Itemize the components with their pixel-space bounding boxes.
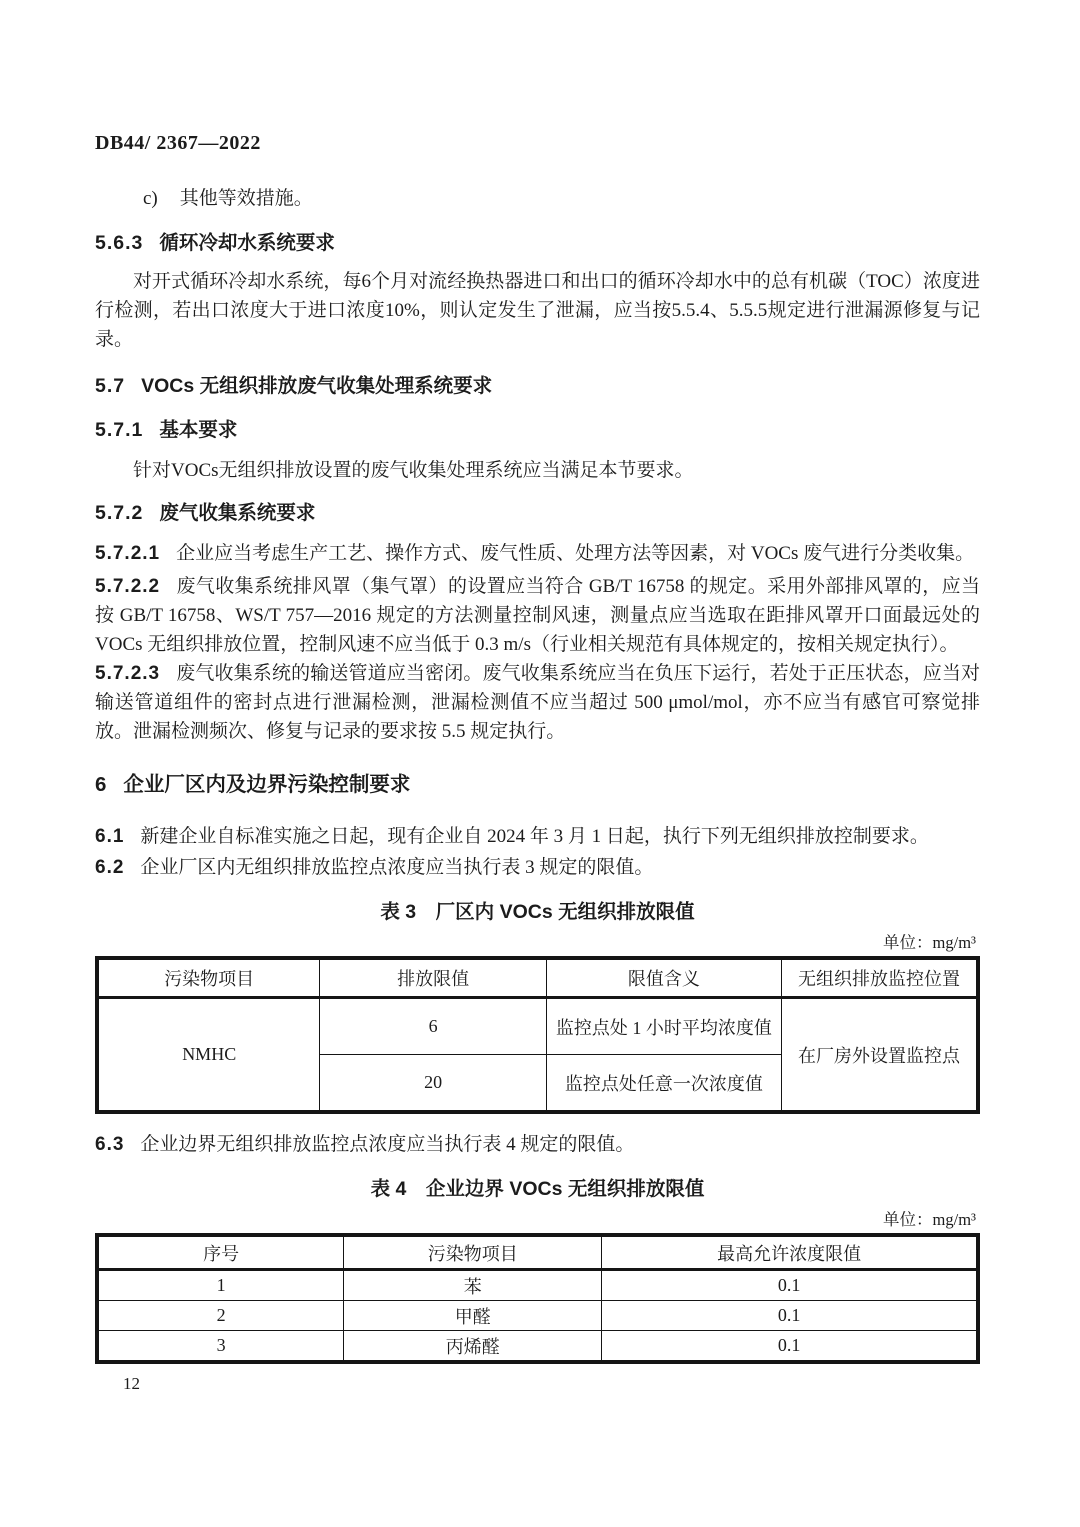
list-item-c	[95, 184, 980, 213]
table4-header-no: 序号	[97, 1235, 344, 1270]
table4-cell-no-2: 2	[97, 1301, 344, 1331]
heading-5-6-3-num: 5.6.3	[95, 232, 144, 254]
clause-5-7-2-3-num: 5.7.2.3	[95, 663, 161, 684]
page-number: 12	[123, 1374, 140, 1393]
table4-cell-limit-2: 0.1	[602, 1301, 978, 1331]
table4-header-limit: 最高允许浓度限值	[602, 1235, 978, 1270]
clause-6-2	[95, 853, 980, 882]
clause-6-3-text: 企业边界无组织排放监控点浓度应当执行表 4 规定的限值。	[140, 1134, 635, 1155]
table3-cell-meaning-1: 监控点处 1 小时平均浓度值	[546, 998, 781, 1055]
table3-header-limit: 排放限值	[320, 958, 546, 998]
table4-cell-pollutant-3: 丙烯醛	[344, 1331, 602, 1363]
heading-5-7-num: 5.7	[95, 375, 126, 397]
table3-header-meaning: 限值含义	[546, 958, 781, 998]
table4-header-pollutant: 污染物项目	[344, 1235, 602, 1270]
clause-6-1	[95, 822, 980, 851]
heading-5-6-3-title: 循环冷却水系统要求	[159, 232, 335, 254]
heading-5-7-2-title: 废气收集系统要求	[159, 502, 316, 524]
clause-5-7-2-1	[95, 539, 980, 568]
table4-unit: 单位：mg/m³	[883, 1210, 976, 1229]
clause-6-1-text: 新建企业自标准实施之日起，现有企业自 2024 年 3 月 1 日起，执行下列无组织排放控制要求。	[140, 826, 929, 847]
heading-5-7-2-num: 5.7.2	[95, 502, 144, 524]
doc-header: DB44/ 2367—2022	[95, 132, 261, 154]
table4-header-row	[97, 1235, 978, 1270]
clause-5-7-2-3-text: 废气收集系统的输送管道应当密闭。废气收集系统应当在负压下运行，若处于正压状态，应当对输送管道组件的密封点进行泄漏检测，泄漏检测值不应当超过 500 μmol/mol，亦不应当有感官可察觉排放。泄漏检测频次、修复与记录的要求按 5.5 规定执行。	[95, 663, 980, 742]
clause-5-7-2-1-text: 企业应当考虑生产工艺、操作方式、废气性质、处理方法等因素，对 VOCs 废气进行分类收集。	[176, 543, 975, 564]
heading-5-7	[95, 372, 980, 400]
clause-5-7-2-2	[95, 572, 980, 659]
table4-cell-no-3: 3	[97, 1331, 344, 1363]
table4-cell-no-1: 1	[97, 1270, 344, 1301]
clause-6-2-num: 6.2	[95, 857, 125, 878]
page-content	[95, 130, 980, 1394]
table3-cell-limit-1: 6	[320, 998, 546, 1055]
list-item-c-label: c)	[143, 188, 158, 209]
clause-5-7-2-3	[95, 659, 980, 746]
table4-row-3	[97, 1331, 978, 1363]
table4-row-1	[97, 1270, 978, 1301]
table4-cell-limit-3: 0.1	[602, 1331, 978, 1363]
heading-5-7-title: VOCs 无组织排放废气收集处理系统要求	[141, 375, 493, 397]
clause-6-2-text: 企业厂区内无组织排放监控点浓度应当执行表 3 规定的限值。	[140, 857, 654, 878]
heading-6	[95, 770, 980, 800]
table3-cell-meaning-2: 监控点处任意一次浓度值	[546, 1055, 781, 1113]
clause-6-1-num: 6.1	[95, 826, 125, 847]
clause-5-7-2-2-text: 废气收集系统排风罩（集气罩）的设置应当符合 GB/T 16758 的规定。采用外部排风罩的，应当按 GB/T 16758、WS/T 757—2016 规定的方法测量控制风速，测量点应当选取在距排风罩开口面最远处的 VOCs 无组织排放位置，控制风速不应当低于 0.3 m/s（行业相关规范有具体规定的，按相关规定执行）。	[95, 576, 980, 655]
table3-cell-pollutant: NMHC	[97, 998, 320, 1113]
clause-5-7-2-2-num: 5.7.2.2	[95, 576, 161, 597]
list-item-c-text: 其他等效措施。	[179, 188, 313, 209]
heading-5-7-1-num: 5.7.1	[95, 419, 144, 441]
table4-cell-limit-1: 0.1	[602, 1270, 978, 1301]
table4-row-2	[97, 1301, 978, 1331]
para-5-7-1: 针对VOCs无组织排放设置的废气收集处理系统应当满足本节要求。	[133, 460, 694, 481]
table3-header-pollutant: 污染物项目	[97, 958, 320, 998]
heading-5-6-3	[95, 229, 980, 257]
table3-header-row	[97, 958, 978, 998]
clause-5-7-2-1-num: 5.7.2.1	[95, 543, 161, 564]
table4-cell-pollutant-2: 甲醛	[344, 1301, 602, 1331]
table3-caption: 表 3 厂区内 VOCs 无组织排放限值	[380, 901, 695, 923]
heading-6-num: 6	[95, 773, 108, 796]
table3-unit: 单位：mg/m³	[883, 933, 976, 952]
clause-6-3	[95, 1130, 980, 1159]
clause-6-3-num: 6.3	[95, 1134, 125, 1155]
table3-cell-limit-2: 20	[320, 1055, 546, 1113]
table3-row-1	[97, 998, 978, 1055]
table4	[95, 1233, 980, 1364]
heading-6-title: 企业厂区内及边界污染控制要求	[123, 773, 411, 796]
para-5-6-3: 对开式循环冷却水系统，每6个月对流经换热器进口和出口的循环冷却水中的总有机碳（TOC）浓度进行检测，若出口浓度大于进口浓度10%，则认定发生了泄漏，应当按5.5.4、5.5.5规定进行泄漏源修复与记录。	[95, 271, 980, 350]
table3	[95, 956, 980, 1114]
table4-cell-pollutant-1: 苯	[344, 1270, 602, 1301]
table3-cell-location: 在厂房外设置监控点	[782, 998, 978, 1113]
heading-5-7-1	[95, 416, 980, 444]
heading-5-7-1-title: 基本要求	[159, 419, 238, 441]
heading-5-7-2	[95, 499, 980, 527]
table3-header-location: 无组织排放监控位置	[782, 958, 978, 998]
table4-caption: 表 4 企业边界 VOCs 无组织排放限值	[370, 1178, 705, 1200]
